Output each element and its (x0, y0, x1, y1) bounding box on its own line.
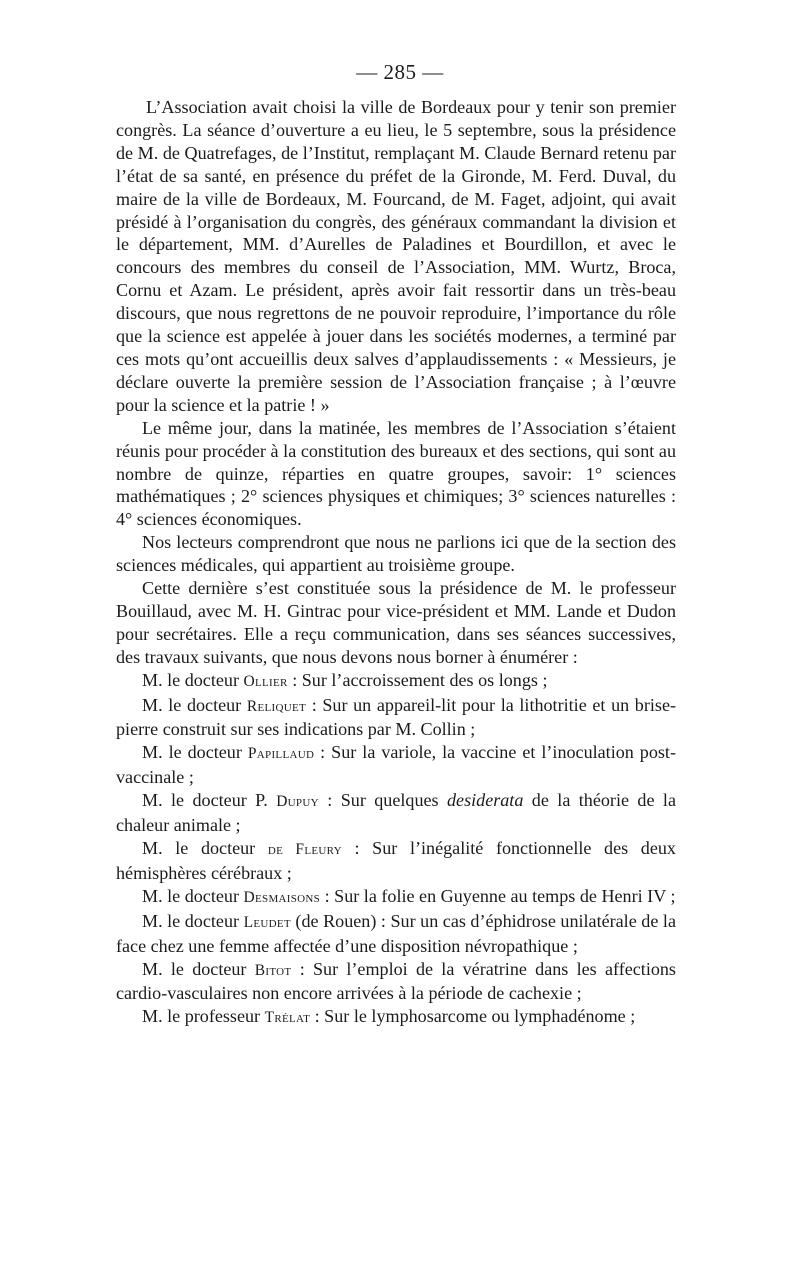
entry-text: : Sur la variole, la vaccine et l’inoculation post-vaccinale ; (116, 742, 676, 788)
entry-reliquet (116, 694, 676, 742)
entry-leudet (116, 910, 676, 958)
body-text (116, 96, 676, 1030)
entry-prefix: M. le docteur (142, 694, 242, 715)
entry-desmaisons (116, 885, 676, 910)
entry-de-fleury (116, 837, 676, 885)
author-name: Bitot (254, 961, 292, 979)
paragraph: L’Association avait choisi la ville de Bordeaux pour y tenir son premier congrès. La séance d’ouverture a eu lieu, le 5 septembre, sous la présidence de M. de Quatrefages, de l’Institut, remplaçant M. Claude Bernard retenu par l’état de sa santé, en présence du préfet de la Gironde, M. Ferd. Duval, du maire de la ville de Bordeaux, M. Fourcand, de M. Faget, adjoint, qui avait présidé à l’organisation du congrès, des généraux commandant la division et le département, MM. d’Aurelles de Paladines et Bourdillon, et avec le concours des membres du conseil de l’Association, MM. Wurtz, Broca, Cornu et Azam. Le président, après avoir fait ressortir dans un très-beau discours, que nous regrettons de ne pouvoir reproduire, l’importance du rôle que la science est appelée à jouer dans les sociétés modernes, a terminé par ces mots qu’ont accueillis deux salves d’applaudissements : « Messieurs, je déclare ouverte la première session de l’Association française ; à l’œuvre pour la science et la patrie ! » (116, 97, 676, 415)
author-name: Leudet (243, 913, 291, 931)
entry-prefix: M. le professeur (142, 1006, 261, 1027)
entry-text: : Sur l’accroissement des os longs ; (287, 669, 548, 690)
entry-text: : Sur l’emploi de la vératrine dans les affections cardio-vasculaires non encore arrivées à la période de cachexie ; (116, 958, 676, 1004)
entry-text: : Sur la folie en Guyenne au temps de Henri IV ; (320, 885, 676, 906)
page-number: — 285 — (356, 60, 444, 84)
paragraph: Cette dernière s’est constituée sous la présidence de M. le professeur Bouillaud, avec M. H. Gintrac pour vice-président et MM. Lande et Dudon pour secrétaires. Elle a reçu communication, dans ses séances successives, des travaux suivants, que nous devons nous borner à énumérer : (116, 578, 676, 667)
author-name: de Fleury (267, 841, 342, 858)
entry-text: : Sur quelques (318, 790, 447, 811)
paragraph: Nos lecteurs comprendront que nous ne parlions ici que de la section des sciences médicales, qui appartient au troisième groupe. (116, 532, 676, 576)
entry-prefix: M. le docteur (142, 958, 247, 979)
entry-prefix: M. le docteur (142, 669, 239, 690)
entry-papillaud (116, 741, 676, 789)
italic-term: desiderata (447, 790, 524, 811)
author-name: Dupuy (276, 793, 319, 811)
author-name: Desmaisons (243, 888, 321, 906)
entry-prefix: M. le docteur (142, 910, 240, 931)
paragraph: Le même jour, dans la matinée, les membres de l’Association s’étaient réunis pour procéder à la constitution des bureaux et des sections, qui sont au nombre de quinze, réparties en quatre groupes, savoir: 1° sciences mathématiques ; 2° sciences physiques et chimiques; 3° sciences naturelles : 4° sciences économiques. (116, 417, 676, 530)
entry-prefix: M. le docteur (142, 742, 242, 763)
entry-text-after: de la théorie de la chaleur animale ; (116, 790, 676, 836)
entry-prefix: M. le docteur (142, 885, 239, 906)
entry-trelat (116, 1005, 676, 1030)
author-name: Trélat (264, 1009, 311, 1027)
entry-dupuy (116, 789, 676, 837)
entry-prefix: M. le docteur (142, 838, 256, 858)
entry-bitot (116, 958, 676, 1006)
author-name: Reliquet (246, 697, 307, 715)
entry-prefix: M. le docteur P. (142, 790, 268, 811)
author-name: Papillaud (247, 745, 315, 763)
entry-text: (de Rouen) : Sur un cas d’éphidrose unilatérale de la face chez une femme affectée d’une disposition névropathique ; (116, 910, 676, 956)
author-name: Ollier (243, 672, 288, 690)
entry-text: : Sur l’inégalité fonctionnelle des deux hémisphères cérébraux ; (116, 838, 676, 883)
entry-text: : Sur un appareil-lit pour la lithotritie et un brise-pierre construit sur ses indications par M. Collin ; (116, 694, 676, 740)
entry-text: : Sur le lymphosarcome ou lymphadénome ; (310, 1006, 636, 1027)
entry-ollier (116, 669, 676, 694)
